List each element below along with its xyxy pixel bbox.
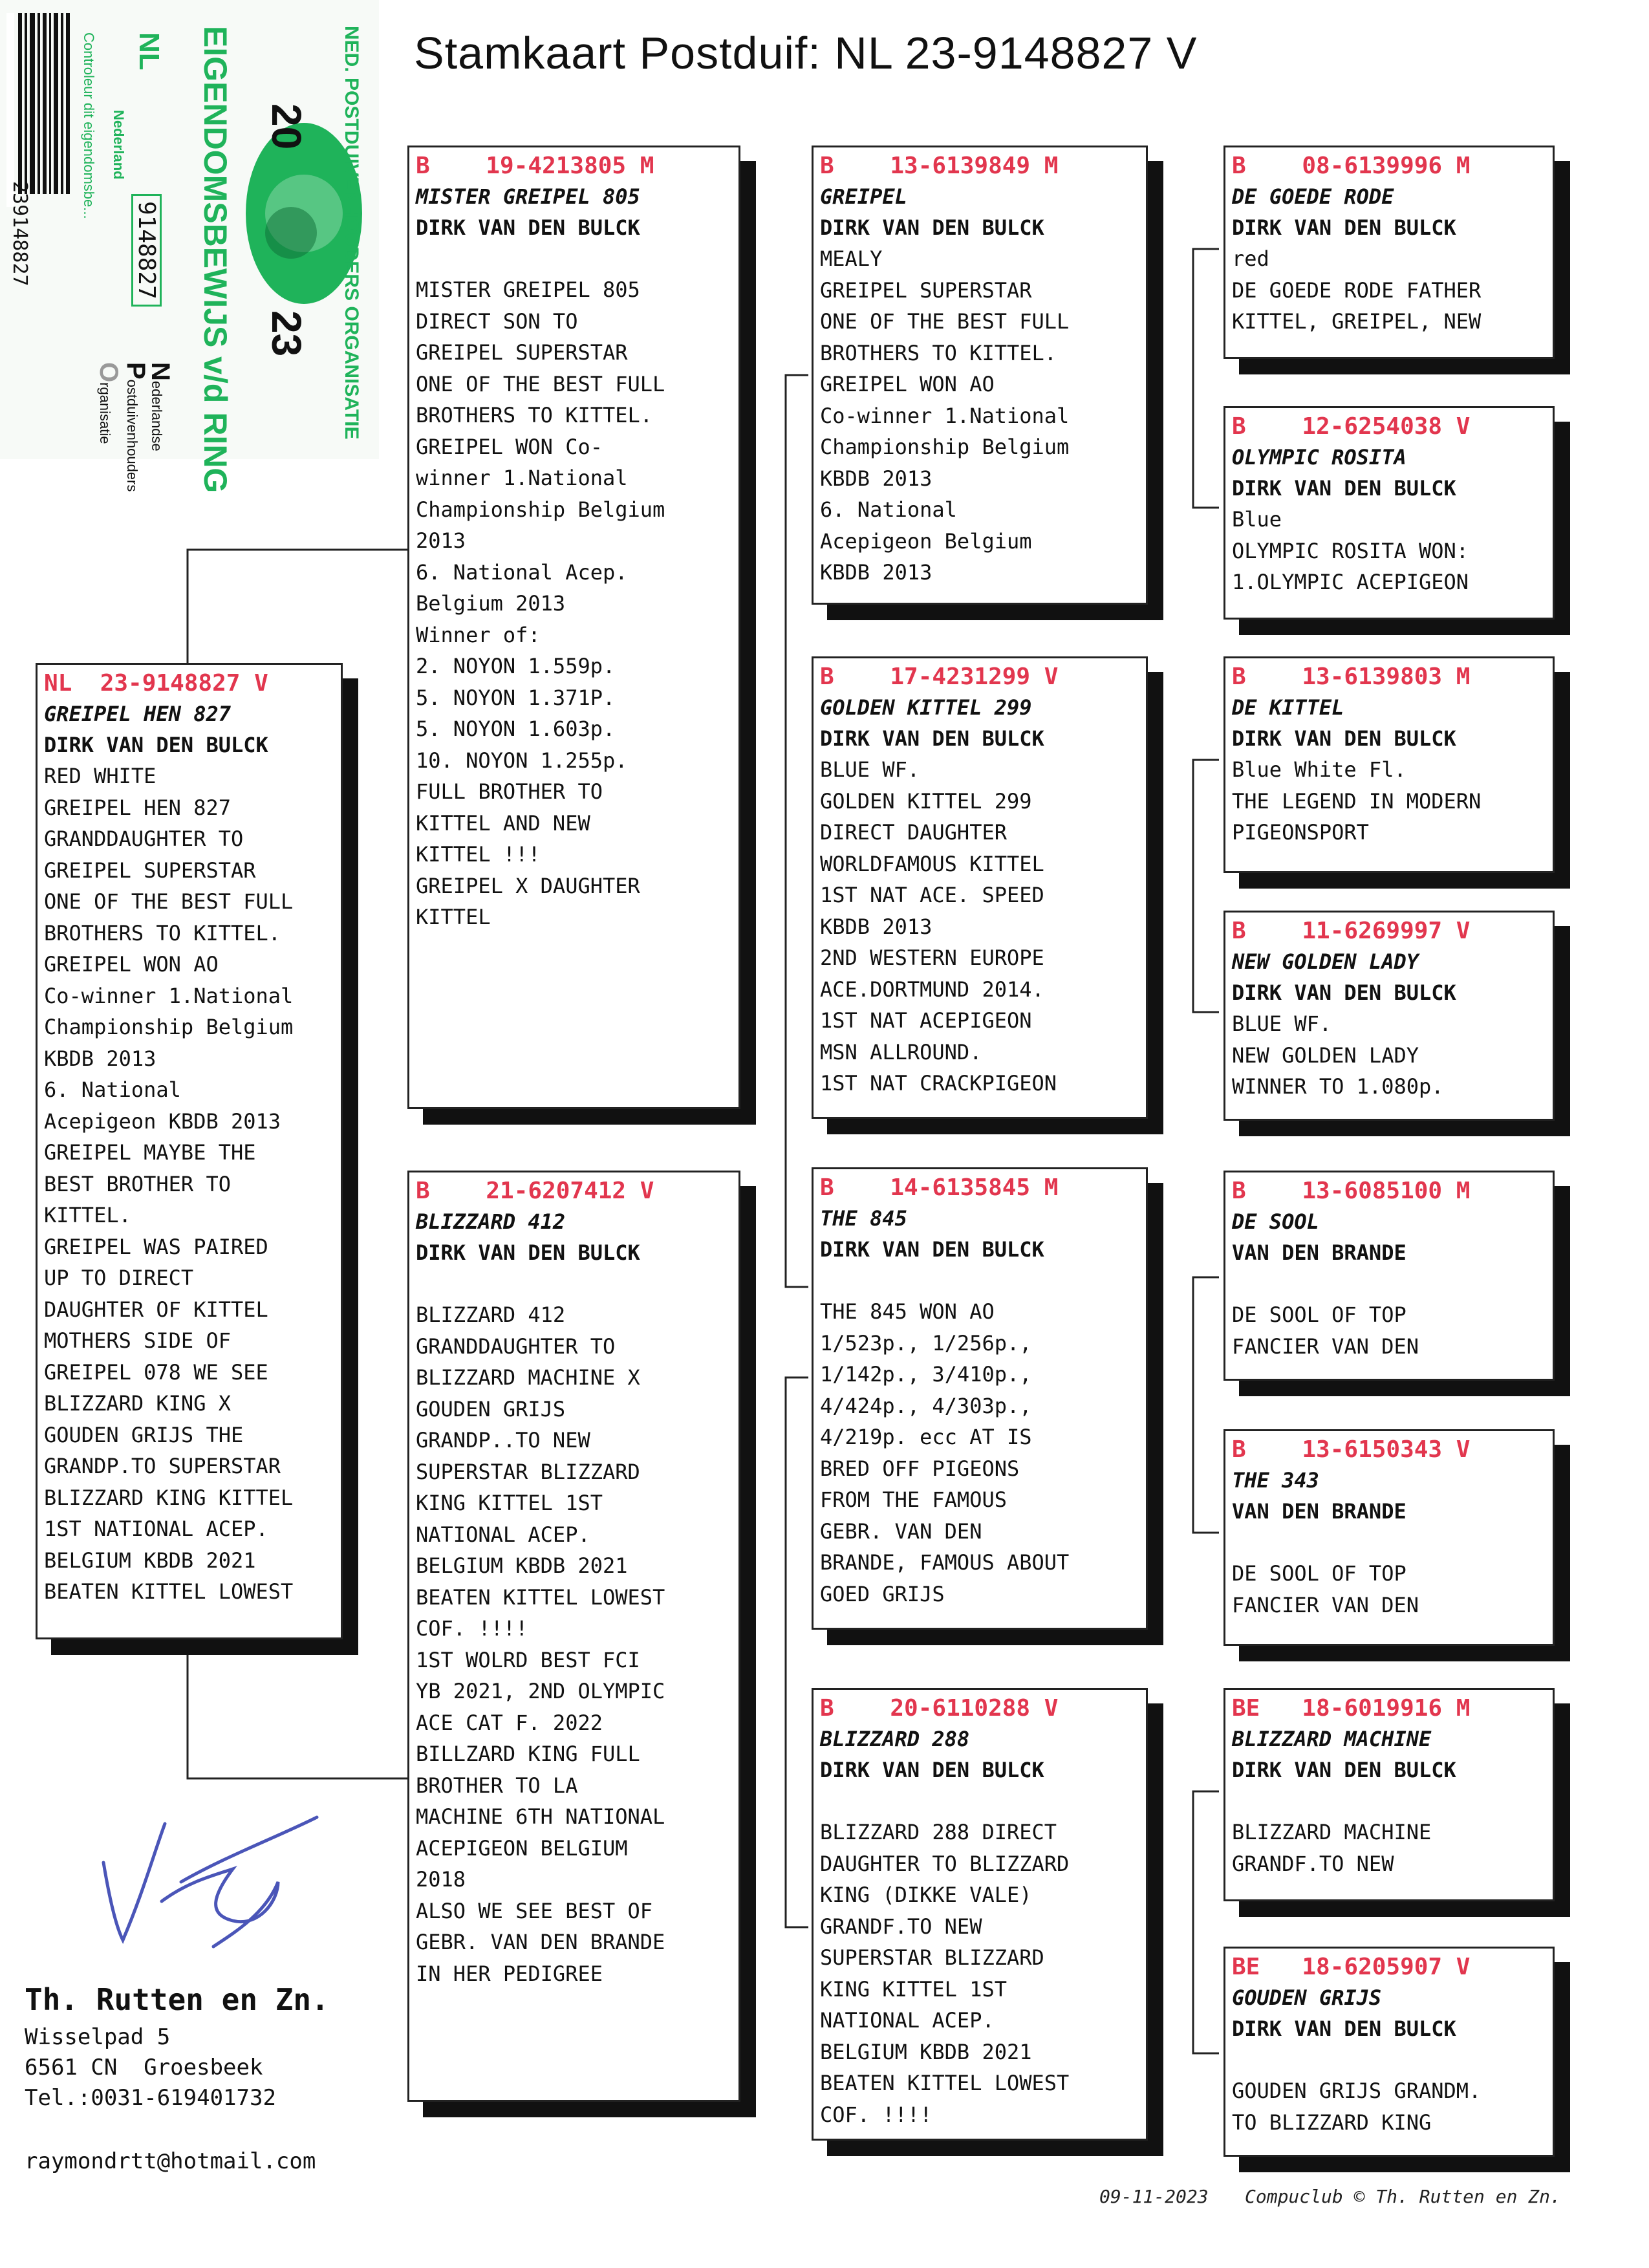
note-line: 4/424p., 4/303p., (820, 1393, 1032, 1418)
certificate-ring-number: 9148827 (131, 194, 162, 307)
breeder-name: DIRK VAN DEN BULCK (1232, 1758, 1456, 1782)
card-ffm (1223, 406, 1555, 620)
breeder-name: DIRK VAN DEN BULCK (1232, 476, 1456, 501)
note-line: THE 845 WON AO (820, 1299, 995, 1324)
note-line: COF. !!!! (820, 2102, 932, 2127)
card-fff (1223, 146, 1555, 359)
pigeon-name: DE SOOL (1232, 1209, 1319, 1234)
card-header: BE 18-6019916 M (1232, 1695, 1471, 1722)
card-header: B 19-4213805 M (416, 153, 654, 179)
note-line: GREIPEL HEN 827 (44, 795, 231, 820)
note-line (1232, 1527, 1546, 1558)
note-line: NATIONAL ACEP. (416, 1522, 590, 1547)
certificate-brand-p: Postduivenhouders (122, 362, 150, 492)
note-line: FANCIER VAN DEN (1232, 1334, 1419, 1359)
card-ff (812, 146, 1148, 605)
card-notes (1232, 1008, 1546, 1103)
card-notes (1232, 1268, 1546, 1362)
note-line: UP TO DIRECT (44, 1266, 194, 1290)
note-line: ONE OF THE BEST FULL (416, 371, 665, 396)
pigeon-name: GOUDEN GRIJS (1232, 1985, 1382, 2010)
note-line: MEALY (820, 246, 883, 271)
breeder-name: DIRK VAN DEN BULCK (820, 1758, 1044, 1782)
card-header: BE 18-6205907 V (1232, 1954, 1471, 1980)
breeder-name: DIRK VAN DEN BULCK (1232, 726, 1456, 751)
breeder-name: DIRK VAN DEN BULCK (820, 1237, 1044, 1262)
note-line: GRANDDAUGHTER TO (416, 1334, 616, 1359)
note-line (1232, 1786, 1546, 1817)
note-line (1232, 1268, 1546, 1299)
certificate-brand-n: Nederlandse (146, 362, 175, 451)
note-line: 1ST NAT CRACKPIGEON (820, 1071, 1057, 1096)
note-line: 1/523p., 1/256p., (820, 1330, 1032, 1355)
note-line: KITTEL AND NEW (416, 810, 590, 836)
note-line: ONE OF THE BEST FULL (820, 309, 1070, 334)
note-line: KITTEL. (44, 1203, 131, 1227)
note-line: 5. NOYON 1.371P. (416, 685, 616, 710)
note-line: SUPERSTAR BLIZZARD (820, 1945, 1044, 1970)
note-line: THE LEGEND IN MODERN (1232, 788, 1482, 814)
note-line: KITTEL (416, 905, 491, 929)
note-line: GREIPEL 078 WE SEE (44, 1359, 268, 1385)
note-line: Co-winner 1.National (820, 403, 1070, 428)
note-line: GEBR. VAN DEN (820, 1518, 982, 1544)
note-line: KING (DIKKE VALE) (820, 1883, 1032, 1907)
pigeon-name: THE 845 (820, 1206, 907, 1231)
card-mf (812, 1167, 1148, 1630)
note-line: GRANDF.TO NEW (1232, 1851, 1394, 1876)
note-line: 6. National Acep. (416, 559, 628, 585)
note-line: NEW GOLDEN LADY (1232, 1042, 1419, 1068)
card-header: B 08-6139996 M (1232, 153, 1471, 179)
footer-date: 09-11-2023 (1099, 2186, 1209, 2207)
note-line: BROTHERS TO KITTEL. (44, 920, 281, 945)
note-line: ONE OF THE BEST FULL (44, 889, 294, 914)
note-line: GREIPEL WON AO (820, 372, 995, 396)
note-line: GRANDDAUGHTER TO (44, 826, 244, 851)
note-line: GREIPEL SUPERSTAR (820, 277, 1032, 303)
note-line: BLIZZARD KING X (44, 1391, 231, 1416)
note-line: BROTHERS TO KITTEL. (416, 403, 653, 427)
note-line: Blue (1232, 507, 1282, 532)
note-line: 5. NOYON 1.603p. (416, 717, 616, 741)
certificate-country-name: Nederland (111, 110, 127, 180)
card-father (407, 146, 740, 1109)
note-line: 2ND WESTERN EUROPE (820, 945, 1044, 970)
note-line: GRANDP.TO SUPERSTAR (44, 1454, 281, 1478)
breeder-name: DIRK VAN DEN BULCK (820, 215, 1044, 240)
note-line: 2. NOYON 1.559p. (416, 654, 616, 678)
certificate-brand-o: Organisatie (94, 362, 123, 444)
card-header: B 21-6207412 V (416, 1178, 654, 1204)
note-line: BELGIUM KBDB 2021 (416, 1553, 628, 1578)
note-line: BRANDE, FAMOUS ABOUT (820, 1550, 1070, 1575)
note-line: BLIZZARD MACHINE (1232, 1820, 1432, 1844)
note-line: GREIPEL WON AO (44, 952, 219, 977)
note-line: DAUGHTER OF KITTEL (44, 1297, 268, 1322)
note-line: 4/219p. ecc AT IS (820, 1425, 1032, 1449)
note-line (416, 1268, 732, 1299)
note-line: BEATEN KITTEL LOWEST (820, 2071, 1070, 2095)
note-line (416, 243, 732, 274)
note-line: BLIZZARD 288 DIRECT (820, 1820, 1057, 1844)
note-line: BELGIUM KBDB 2021 (44, 1548, 256, 1573)
note-line: BROTHER TO LA (416, 1773, 578, 1798)
pigeon-name: THE 343 (1232, 1468, 1319, 1493)
note-line: WORLDFAMOUS KITTEL (820, 851, 1044, 876)
note-line: BEATEN KITTEL LOWEST (416, 1584, 665, 1610)
owner-street: Wisselpad 5 (25, 2024, 171, 2050)
certificate-year-left: 20 (263, 103, 310, 150)
card-notes (820, 1786, 1139, 2130)
note-line: 1ST NAT ACEPIGEON (820, 1008, 1032, 1033)
note-line: BILLZARD KING FULL (416, 1742, 640, 1766)
note-line: 2013 (416, 528, 466, 553)
pigeon-name: GOLDEN KITTEL 299 (820, 695, 1032, 720)
owner-phone: Tel.:0031-619401732 (25, 2085, 276, 2111)
card-header: B 14-6135845 M (820, 1174, 1059, 1201)
owner-email[interactable]: raymondrtt@hotmail.com (25, 2148, 316, 2174)
card-mm (812, 1688, 1148, 2141)
note-line (820, 1265, 1139, 1296)
note-line: BELGIUM KBDB 2021 (820, 2039, 1032, 2064)
card-subject (36, 663, 343, 1639)
note-line: OLYMPIC ROSITA WON: (1232, 538, 1469, 563)
note-line: BEATEN KITTEL LOWEST (44, 1579, 294, 1604)
note-line: Blue White Fl. (1232, 757, 1406, 782)
certificate-country: NL (133, 32, 165, 70)
pigeon-name: BLIZZARD 412 (416, 1209, 566, 1234)
note-line: NATIONAL ACEP. (820, 2008, 995, 2033)
note-line: Championship Belgium (820, 435, 1070, 459)
note-line: KITTEL !!! (416, 842, 541, 867)
card-fmm (1223, 911, 1555, 1121)
note-line: TO BLIZZARD KING (1232, 2110, 1432, 2135)
card-header: B 13-6150343 V (1232, 1436, 1471, 1463)
note-line: SUPERSTAR BLIZZARD (416, 1459, 640, 1484)
note-line: KITTEL, GREIPEL, NEW (1232, 309, 1482, 334)
note-line: Championship Belgium (44, 1015, 294, 1039)
note-line: BROTHERS TO KITTEL. (820, 340, 1057, 365)
card-notes (1232, 1527, 1546, 1621)
breeder-name: DIRK VAN DEN BULCK (1232, 2016, 1456, 2041)
note-line: BEST BROTHER TO (44, 1171, 231, 1196)
certificate-barcode-text: 239148827 (8, 181, 31, 286)
breeder-name: DIRK VAN DEN BULCK (416, 1240, 640, 1265)
pigeon-name: GREIPEL HEN 827 (44, 702, 231, 726)
card-notes (416, 1268, 732, 1989)
note-line: DE GOEDE RODE FATHER (1232, 277, 1482, 303)
note-line: KBDB 2013 (820, 466, 932, 491)
card-notes (1232, 504, 1546, 598)
card-mmf (1223, 1688, 1555, 1901)
card-header: B 13-6085100 M (1232, 1178, 1471, 1204)
card-notes (820, 1265, 1139, 1610)
breeder-name: DIRK VAN DEN BULCK (1232, 980, 1456, 1005)
certificate-year-right: 23 (263, 310, 310, 357)
note-line: red (1232, 246, 1269, 271)
note-line: Acepigeon Belgium (820, 528, 1032, 554)
signature (84, 1804, 330, 1960)
card-header: B 20-6110288 V (820, 1695, 1059, 1722)
note-line: 1ST WOLRD BEST FCI (416, 1647, 640, 1672)
note-line: PIGEONSPORT (1232, 820, 1369, 845)
note-line: KBDB 2013 (820, 560, 932, 585)
note-line: GOUDEN GRIJS (416, 1396, 566, 1421)
footer-credit: Compuclub © Th. Rutten en Zn. (1245, 2186, 1561, 2207)
note-line: 1/142p., 3/410p., (820, 1362, 1032, 1387)
note-line: KBDB 2013 (44, 1046, 156, 1071)
note-line: YB 2021, 2ND OLYMPIC (416, 1679, 665, 1703)
card-header: B 13-6139803 M (1232, 664, 1471, 690)
breeder-name: DIRK VAN DEN BULCK (820, 726, 1044, 751)
note-line (820, 1786, 1139, 1817)
card-mmm (1223, 1947, 1555, 2157)
note-line: MSN ALLROUND. (820, 1039, 982, 1064)
note-line: GREIPEL MAYBE THE (44, 1140, 256, 1165)
pigeon-name: DE GOEDE RODE (1232, 184, 1394, 209)
pigeon-name: OLYMPIC ROSITA (1232, 445, 1406, 470)
certificate-controller: Controleur dit eigendomsbe... (81, 32, 97, 219)
note-line: Championship Belgium (416, 497, 665, 522)
note-line: BLUE WF. (1232, 1011, 1332, 1036)
card-mother (407, 1171, 740, 2102)
card-notes (1232, 1786, 1546, 1879)
note-line: MOTHERS SIDE OF (44, 1328, 231, 1353)
note-line: WINNER TO 1.080p. (1232, 1074, 1444, 1099)
card-fmf (1223, 656, 1555, 873)
note-line: 6. National (44, 1077, 181, 1102)
note-line: 6. National (820, 497, 957, 522)
breeder-name: VAN DEN BRANDE (1232, 1240, 1406, 1265)
breeder-name: VAN DEN BRANDE (1232, 1499, 1406, 1524)
pigeon-name: DE KITTEL (1232, 695, 1344, 720)
note-line: 2018 (416, 1867, 466, 1892)
card-notes (44, 761, 334, 1608)
owner-city: 6561 CN Groesbeek (25, 2055, 263, 2080)
note-line: BRED OFF PIGEONS (820, 1456, 1020, 1481)
note-line: GREIPEL WON Co- (416, 434, 603, 459)
note-line: 1ST NAT ACE. SPEED (820, 883, 1044, 907)
page-title: Stamkaart Postduif: NL 23-9148827 V (414, 28, 1198, 78)
note-line: winner 1.National (416, 466, 628, 490)
card-notes (416, 243, 732, 933)
card-mfm (1223, 1429, 1555, 1646)
note-line: DAUGHTER TO BLIZZARD (820, 1851, 1070, 1876)
card-header: B 12-6254038 V (1232, 413, 1471, 440)
note-line: BLIZZARD KING KITTEL (44, 1485, 294, 1510)
note-line: GOED GRIJS (820, 1581, 945, 1606)
note-line: DIRECT DAUGHTER (820, 820, 1007, 845)
note-line: GOUDEN GRIJS THE (44, 1422, 244, 1447)
note-line: IN HER PEDIGREE (416, 1961, 603, 1986)
note-line: Belgium 2013 (416, 591, 566, 616)
card-header: B 11-6269997 V (1232, 918, 1471, 944)
card-header: B 13-6139849 M (820, 153, 1059, 179)
breeder-name: DIRK VAN DEN BULCK (1232, 215, 1456, 240)
note-line: KING KITTEL 1ST (820, 1976, 1007, 2002)
breeder-name: DIRK VAN DEN BULCK (416, 215, 640, 240)
note-line: GREIPEL WAS PAIRED (44, 1234, 268, 1259)
card-notes (1232, 243, 1546, 338)
note-line: DE SOOL OF TOP (1232, 1561, 1406, 1586)
note-line: GOUDEN GRIJS GRANDM. (1232, 2079, 1482, 2103)
note-line: GEBR. VAN DEN BRANDE (416, 1930, 665, 1954)
note-line: MACHINE 6TH NATIONAL (416, 1804, 665, 1829)
pigeon-name: NEW GOLDEN LADY (1232, 949, 1419, 974)
card-notes (1232, 2044, 1546, 2138)
note-line: ALSO WE SEE BEST OF (416, 1898, 653, 1923)
note-line: COF. !!!! (416, 1616, 528, 1641)
note-line: GRANDF.TO NEW (820, 1914, 982, 1939)
pigeon-name: MISTER GREIPEL 805 (416, 184, 640, 209)
note-line: DE SOOL OF TOP (1232, 1302, 1406, 1327)
note-line: MISTER GREIPEL 805 (416, 277, 640, 302)
note-line: KING KITTEL 1ST (416, 1491, 603, 1515)
note-line: Acepigeon KBDB 2013 (44, 1108, 281, 1134)
note-line: 1.OLYMPIC ACEPIGEON (1232, 570, 1469, 594)
note-line: ACE.DORTMUND 2014. (820, 977, 1044, 1002)
note-line: RED WHITE (44, 764, 156, 788)
pigeon-name: GREIPEL (820, 184, 907, 209)
note-line: GREIPEL SUPERSTAR (44, 858, 256, 883)
note-line: BLIZZARD 412 (416, 1302, 566, 1327)
card-header: B 17-4231299 V (820, 664, 1059, 690)
card-header: NL 23-9148827 V (44, 670, 268, 697)
note-line: DIRECT SON TO (416, 308, 578, 334)
note-line: ACEPIGEON BELGIUM (416, 1835, 628, 1861)
note-line (1232, 2044, 1546, 2075)
note-line: Winner of: (416, 622, 541, 647)
note-line: BLIZZARD MACHINE X (416, 1365, 640, 1390)
note-line: 1ST NATIONAL ACEP. (44, 1517, 268, 1541)
note-line: FROM THE FAMOUS (820, 1487, 1007, 1512)
note-line: FANCIER VAN DEN (1232, 1592, 1419, 1617)
card-notes (820, 243, 1139, 589)
card-notes (1232, 754, 1546, 848)
note-line: Co-winner 1.National (44, 983, 294, 1008)
certificate-proof-title: EIGENDOMSBEWIJS v/d RING (197, 26, 233, 493)
note-line: ACE CAT F. 2022 (416, 1710, 603, 1735)
note-line: 10. NOYON 1.255p. (416, 748, 628, 773)
note-line: KBDB 2013 (820, 914, 932, 939)
breeder-name: DIRK VAN DEN BULCK (44, 733, 268, 757)
note-line: BLUE WF. (820, 757, 920, 782)
card-fm (812, 656, 1148, 1119)
note-line: GOLDEN KITTEL 299 (820, 788, 1032, 814)
note-line: FULL BROTHER TO (416, 779, 603, 804)
owner-name: Th. Rutten en Zn. (25, 1982, 329, 2017)
note-line: GREIPEL SUPERSTAR (416, 340, 628, 365)
card-notes (820, 754, 1139, 1099)
pigeon-name: BLIZZARD 288 (820, 1727, 970, 1751)
pigeon-name: BLIZZARD MACHINE (1232, 1727, 1432, 1751)
note-line: GREIPEL X DAUGHTER (416, 873, 640, 898)
certificate-org-line: NED. POSTDUIVENHOUDERS ORGANISATIE (341, 26, 362, 440)
card-mff (1223, 1171, 1555, 1381)
note-line: GRANDP..TO NEW (416, 1428, 590, 1453)
